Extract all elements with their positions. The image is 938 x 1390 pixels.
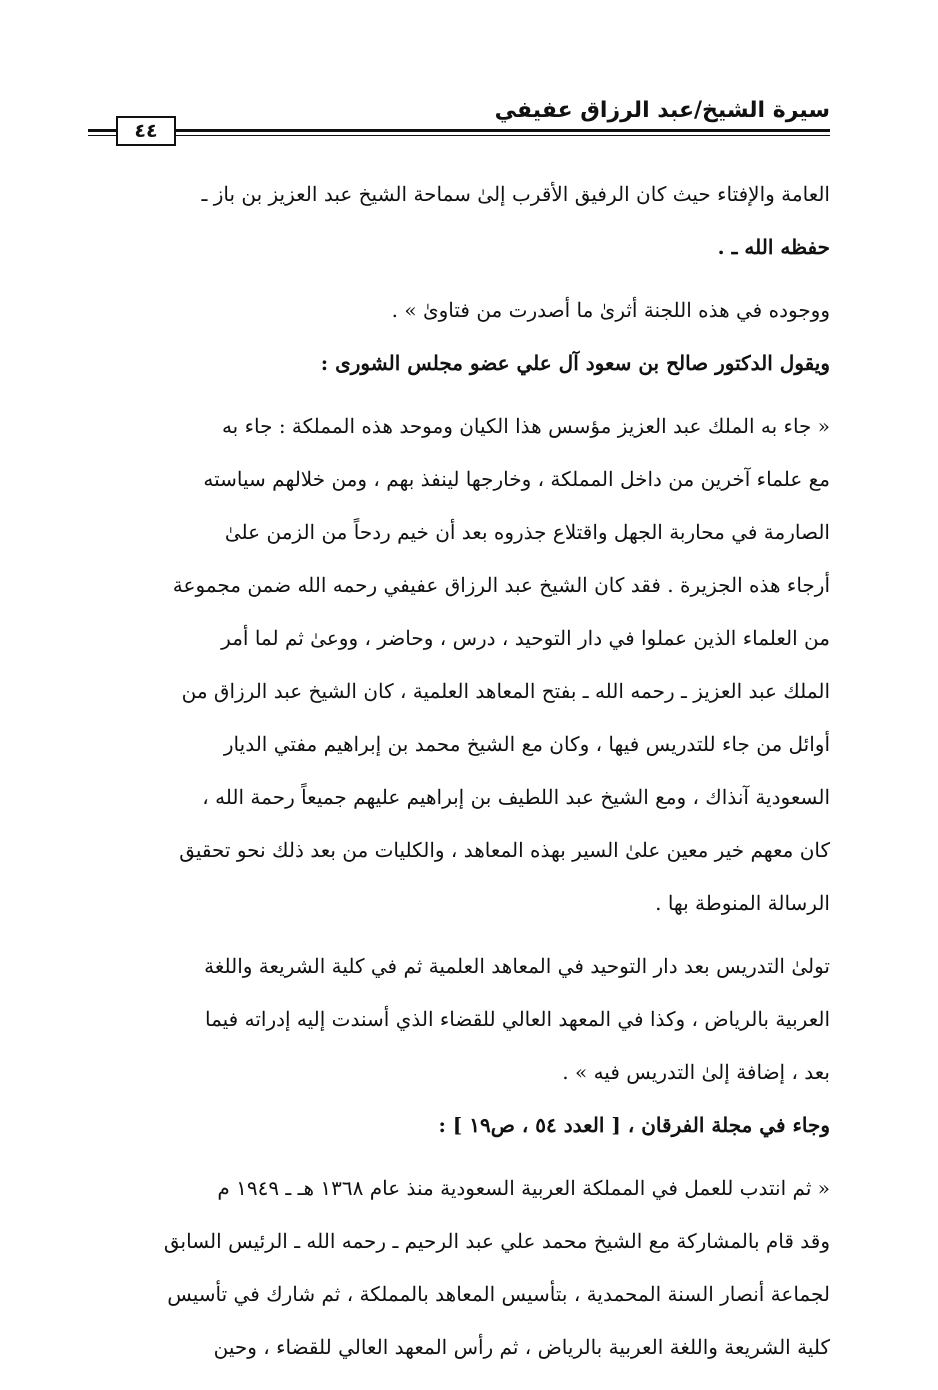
text-line: كلية الشريعة واللغة العربية بالرياض ، ثم رأس المعهد العالي للقضاء ، وحين [213,1335,830,1359]
text-line: تولىٰ التدريس بعد دار التوحيد في المعاهد العلمية ثم في كلية الشريعة واللغة [204,954,830,978]
running-title: سيرة الشيخ/عبد الرزاق عفيفي [494,98,830,123]
text-line: أرجاء هذه الجزيرة . فقد كان الشيخ عبد الرزاق عفيفي رحمه الله ضمن مجموعة [172,573,830,597]
section-heading: وجاء في مجلة الفرقان ، [ العدد ٥٤ ، ص١٩ ] : [438,1113,830,1137]
text-line: مع علماء آخرين من داخل المملكة ، وخارجها لينفذ بهم ، ومن خلالهم سياسته [203,467,830,491]
section-heading: ويقول الدكتور صالح بن سعود آل علي عضو مجلس الشورى : [320,351,830,375]
paragraph-gap [90,1152,830,1162]
text-line: من العلماء الذين عملوا في دار التوحيد ، درس ، وحاضر ، ووعىٰ ثم لما أمر [221,626,830,650]
page-header [88,92,830,152]
paragraph-gap [90,274,830,284]
text-line: وقد قام بالمشاركة مع الشيخ محمد علي عبد الرحيم ـ رحمه الله ـ الرئيس السابق [163,1229,830,1253]
header-rule-thin [88,135,830,136]
page-number: ٤٤ [116,116,176,146]
text-line: أوائل من جاء للتدريس فيها ، وكان مع الشيخ محمد بن إبراهيم مفتي الديار [223,732,830,756]
text-line: الرسالة المنوطة بها . [655,891,830,915]
text-line: « ثم انتدب للعمل في المملكة العربية السعودية منذ عام ١٣٦٨ هـ ـ ١٩٤٩ م [217,1176,830,1200]
paragraph-gap [90,930,830,940]
text-line: بعد ، إضافة إلىٰ التدريس فيه » . [562,1060,830,1084]
text-line: كان معهم خير معين علىٰ السير بهذه المعاهد ، والكليات من بعد ذلك نحو تحقيق [179,838,830,862]
text-line: ووجوده في هذه اللجنة أثرىٰ ما أصدرت من فتاوىٰ » . [391,298,830,322]
text-line: السعودية آنذاك ، ومع الشيخ عبد اللطيف بن إبراهيم عليهم جميعاً رحمة الله ، [202,785,830,809]
text-line: الصارمة في محاربة الجهل واقتلاع جذروه بعد أن خيم ردحاً من الزمن علىٰ [224,520,830,544]
text-line: « جاء به الملك عبد العزيز مؤسس هذا الكيان وموحد هذه المملكة : جاء به [221,414,830,438]
text-line: حفظه الله ـ . [717,235,830,259]
text-line: العربية بالرياض ، وكذا في المعهد العالي للقضاء الذي أسندت إليه إدراته فيما [204,1007,830,1031]
text-line: العامة والإفتاء حيث كان الرفيق الأقرب إلىٰ سماحة الشيخ عبد العزيز بن باز ـ [201,182,830,206]
header-rule-thick [88,129,830,132]
text-line: الملك عبد العزيز ـ رحمه الله ـ بفتح المعاهد العلمية ، كان الشيخ عبد الرزاق من [181,679,830,703]
paragraph-gap [90,390,830,400]
page-body [90,168,830,1374]
text-line: لجماعة أنصار السنة المحمدية ، بتأسيس المعاهد بالمملكة ، ثم شارك في تأسيس [167,1282,830,1306]
